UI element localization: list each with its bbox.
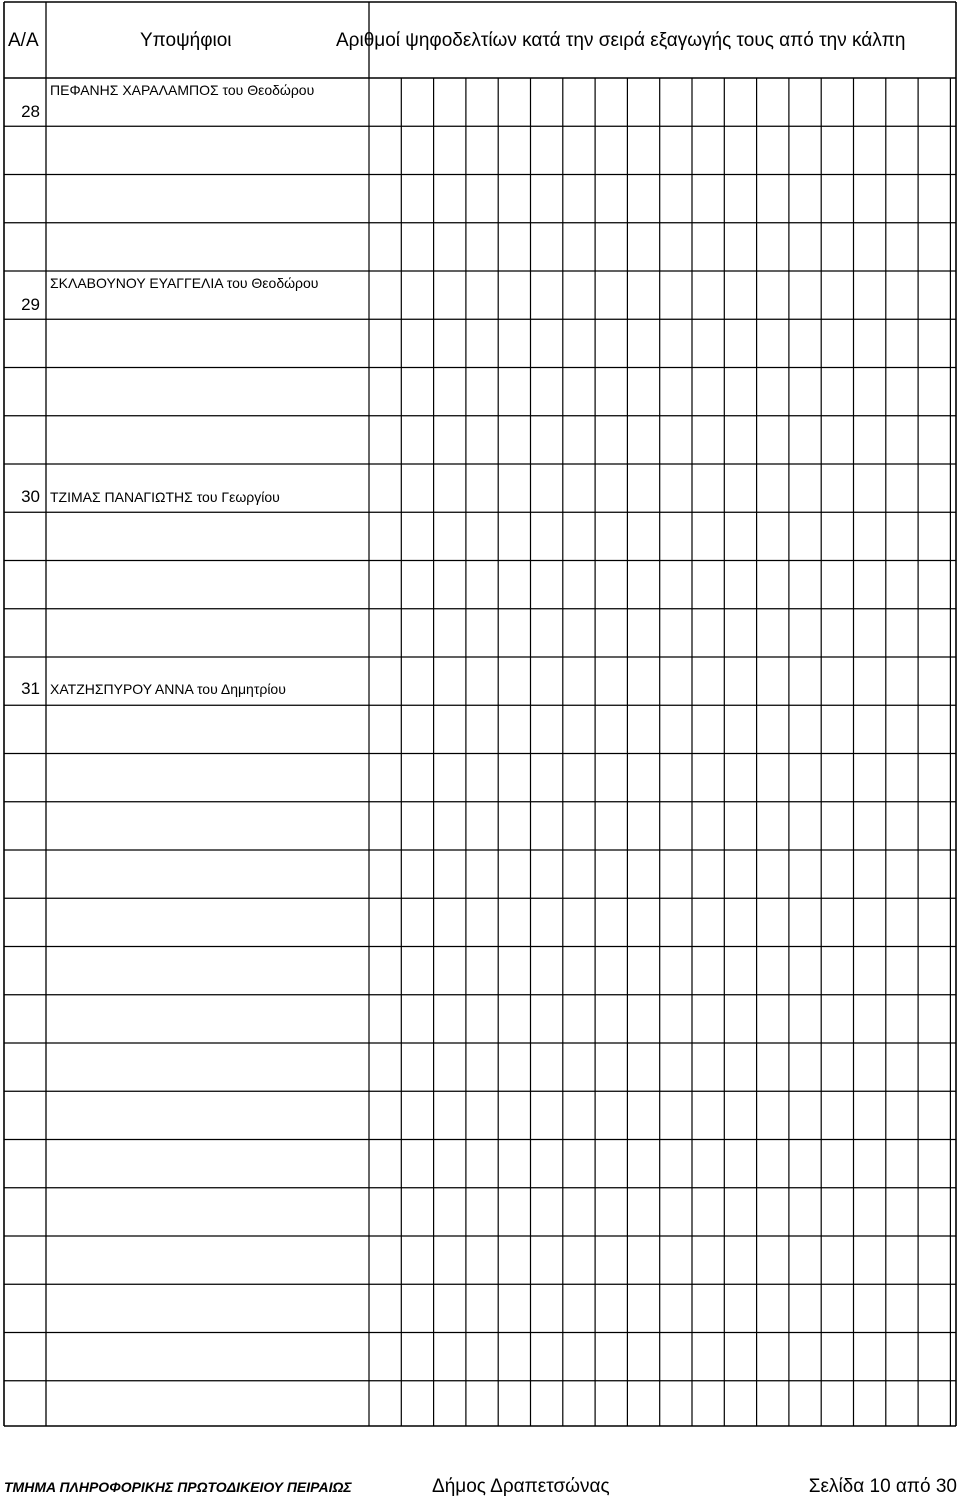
candidate-name: ΣΚΛΑΒΟΥΝΟΥ ΕΥΑΓΓΕΛΙΑ του Θεοδώρου bbox=[50, 275, 319, 291]
candidate-number: 30 bbox=[21, 487, 40, 506]
footer-department: ΤΜΗΜΑ ΠΛΗΡΟΦΟΡΙΚΗΣ ΠΡΩΤΟΔΙΚΕΙΟΥ ΠΕΙΡΑΙΩΣ bbox=[4, 1479, 352, 1495]
candidate-name: ΠΕΦΑΝΗΣ ΧΑΡΑΛΑΜΠΟΣ του Θεοδώρου bbox=[50, 82, 315, 98]
footer-municipality: Δήμος Δραπετσώνας bbox=[432, 1476, 610, 1497]
footer-page-number: Σελίδα 10 από 30 bbox=[808, 1476, 957, 1497]
header-aa: Α/Α bbox=[8, 30, 39, 51]
candidate-name: ΧΑΤΖΗΣΠΥΡΟΥ ΑΝΝΑ του Δημητρίου bbox=[50, 681, 286, 697]
candidate-number: 28 bbox=[21, 102, 40, 121]
candidate-number: 31 bbox=[21, 679, 40, 698]
header-candidates: Υποψήφιοι bbox=[140, 30, 232, 51]
header-ballot-numbers: Αριθμοί ψηφοδελτίων κατά την σειρά εξαγωγής τους από την κάλπη bbox=[336, 30, 906, 51]
candidate-name: ΤΖΙΜΑΣ ΠΑΝΑΓΙΩΤΗΣ του Γεωργίου bbox=[50, 489, 280, 505]
candidate-number: 29 bbox=[21, 295, 40, 314]
